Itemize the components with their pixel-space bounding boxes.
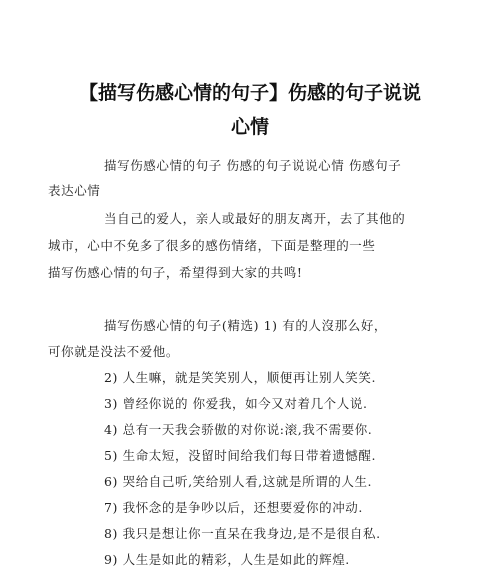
document-title-line-2: 心情 — [230, 116, 269, 138]
list-item: 8) 我只是想让你一直呆在我身边,是不是很自私. — [104, 526, 381, 541]
list-item: 5) 生命太短，没留时间给我们每日带着遗憾醒. — [104, 448, 377, 463]
list-item: 4) 总有一天我会骄傲的对你说:滚,我不需要你. — [104, 422, 373, 437]
subtitle-line-1: 描写伤感心情的句子 伤感的句子说说心情 伤感句子 — [104, 158, 402, 173]
intro-line-1: 当自己的爱人，亲人或最好的朋友离开，去了其他的 — [104, 211, 406, 226]
intro-line-2: 城市，心中不免多了很多的感伤情绪，下面是整理的一些 — [48, 238, 376, 253]
list-item: 9) 人生是如此的精彩，人生是如此的辉煌. — [104, 552, 350, 567]
list-heading: 描写伤感心情的句子(精选) 1) 有的人沒那么好， — [104, 318, 388, 333]
list-item-1-continued: 可你就是没法不爱他。 — [48, 344, 180, 359]
document-title-line-1: 【描写伤感心情的句子】伤感的句子说说 — [78, 82, 421, 104]
list-item: 7) 我怀念的是争吵以后，还想要爱你的冲动. — [104, 500, 363, 515]
list-item: 2) 人生嘛，就是笑笑别人，顺便再让别人笑笑. — [104, 370, 377, 385]
list-item: 6) 哭给自己听,笑给别人看,这就是所谓的人生. — [104, 474, 373, 489]
list-item: 3) 曾经你说的 你爱我，如今又对着几个人说. — [104, 396, 368, 411]
subtitle-line-2: 表达心情 — [48, 183, 101, 198]
intro-line-3: 描写伤感心情的句子，希望得到大家的共鸣! — [48, 265, 303, 280]
